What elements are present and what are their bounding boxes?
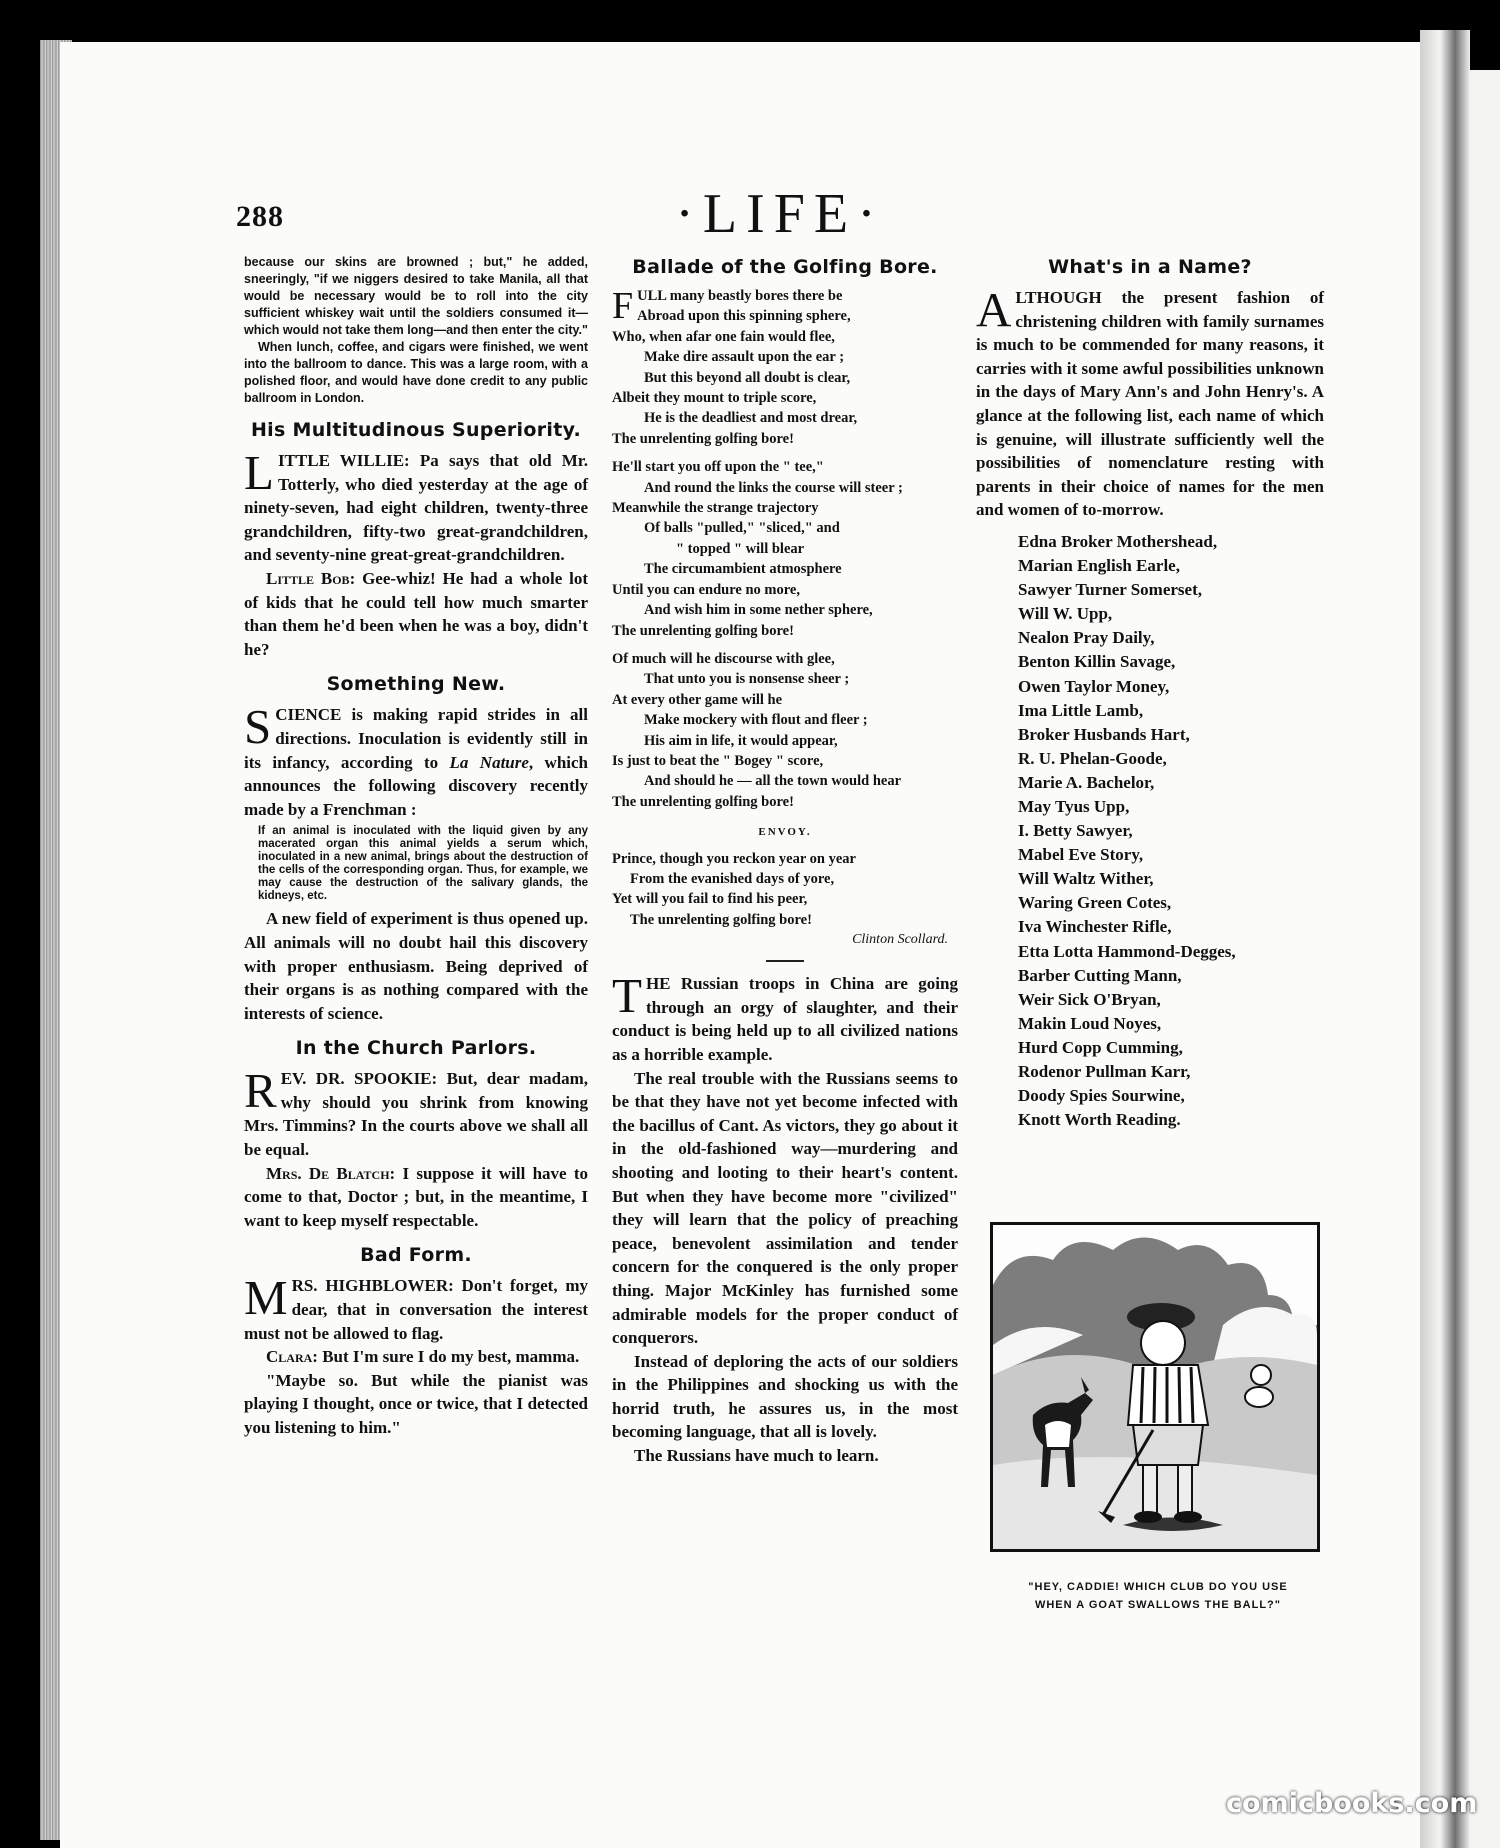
name-list-item: Ima Little Lamb,: [1018, 700, 1144, 720]
paragraph-text: CIENCE is making rapid strides in all directions. Inoculation is evidently still in its infancy, according to: [244, 705, 588, 772]
name-list-item: Iva Winchester Rifle,: [1018, 917, 1172, 937]
name-list-item: Makin Loud Noyes,: [1018, 1013, 1162, 1033]
poem-line: Who, when afar one fain would flee,: [612, 328, 835, 345]
poem-line: At every other game will he: [612, 691, 783, 708]
envoy-line: Yet will you fail to find his peer,: [612, 891, 808, 908]
envoy-line: Prince, though you reckon year on year: [612, 850, 856, 867]
paragraph-text: RS. HIGHBLOWER: Don't forget, my dear, that in conversation the interest must not be allowed to flag.: [244, 1276, 588, 1343]
name-list-item: Barber Cutting Mann,: [1018, 965, 1182, 985]
page-number: 288: [236, 200, 284, 233]
paragraph-text: ITTLE WILLIE: Pa says that old Mr. Totterly, who died yesterday at the age of ninety-seven, had eight children, twenty-three grandchildren, fifty-two great-grandchildren, and seventy-nine great-great-grandchildren.: [244, 451, 588, 565]
poem-line: And should he — all the town would hear: [644, 773, 902, 790]
poem-line: That unto you is nonsense sheer ;: [644, 671, 850, 688]
column-right: [976, 254, 1324, 1132]
name-list-item: Edna Broker Mothershead,: [1018, 531, 1218, 551]
poem-line: Make dire assault upon the ear ;: [644, 349, 845, 366]
speaker-name: Clara: [266, 1347, 313, 1367]
speaker-name: Mrs. De Blatch: [266, 1163, 390, 1183]
book-gutter: [1420, 30, 1470, 1848]
golf-cartoon-illustration: [990, 1222, 1320, 1552]
name-list-item: R. U. Phelan-Goode,: [1018, 748, 1167, 768]
poem-line: And wish him in some nether sphere,: [644, 602, 873, 619]
article-paragraph: "Maybe so. But while the pianist was playing I thought, once or twice, that I detected you listening to him.": [244, 1370, 588, 1437]
name-list-item: Marie A. Bachelor,: [1018, 772, 1155, 792]
poem-line: Until you can endure no more,: [612, 581, 800, 598]
name-list-item: I. Betty Sawyer,: [1018, 821, 1133, 841]
site-watermark: comicbooks.com: [1226, 1788, 1478, 1819]
poem-line: The unrelenting golfing bore!: [612, 430, 794, 447]
facing-page-edge: [1470, 70, 1500, 1848]
name-list-item: Etta Lotta Hammond-Degges,: [1018, 941, 1236, 961]
paragraph-text: , which announces the following discovery recently made by a Frenchman :: [244, 752, 588, 819]
article-paragraph: The real trouble with the Russians seems to be that they have not yet become infected with the bacillus of Cant. As victors, they go about it in the old-fashioned way—murdering and shooting and looting to their heart's content. But when they have become more "civilized" they will learn that the policy of preaching peace, benevolent assimilation and tender concern for the conquered is the only proper thing. Major McKinley has furnished some admirable models for the proper conduct of conquerors.: [612, 1068, 958, 1348]
name-list-item: Rodenor Pullman Karr,: [1018, 1062, 1191, 1081]
cartoon-caption: [990, 1578, 1326, 1614]
name-list-item: Sawyer Turner Somerset,: [1018, 580, 1203, 600]
article-paragraph: [612, 968, 958, 1066]
paragraph-text: LTHOUGH the present fashion of christening children with family surnames is much to be commended for many reasons, it carries with it some awful possibilities unknown in the days of Mary Ann's and John Henry's. A glance at the following list, each name of which is genuine, will illustrate sufficiently well the possibilities of nomenclature resting with parents in their choice of names for the men and women of to-morrow.: [976, 288, 1324, 520]
poem-line: Is just to beat the " Bogey " score,: [612, 752, 824, 769]
article-title: What's in a Name?: [1048, 256, 1252, 278]
poem-line: He is the deadliest and most drear,: [644, 410, 858, 427]
name-list-item: Hurd Copp Cumming,: [1018, 1037, 1183, 1057]
name-list-item: Broker Husbands Hart,: [1018, 724, 1190, 744]
name-list-item: Mabel Eve Story,: [1018, 845, 1144, 865]
paragraph-text: : Gee-whiz! He had a whole lot of kids that he could tell how much smarter than them he'd been when he was a boy, didn't he?: [244, 568, 589, 659]
poem-line: The unrelenting golfing bore!: [612, 793, 794, 810]
drop-cap: S: [244, 699, 272, 755]
caption-line: "HEY, CADDIE! WHICH CLUB DO YOU USE: [1028, 1581, 1288, 1593]
paragraph-text: : I suppose it will have to come to that, Doctor ; but, in the meantime, I want to keep myself respectable.: [244, 1163, 588, 1230]
name-list-item: Doody Spies Sourwine,: [1018, 1086, 1185, 1106]
section-divider: [766, 960, 804, 962]
name-list-item: Nealon Pray Daily,: [1018, 628, 1155, 648]
poem-line: Make mockery with flout and fleer ;: [644, 712, 868, 729]
block-quote: If an animal is inoculated with the liquid given by any macerated organ this animal yields a serum which, inoculated in a new animal, brings about the destruction of the cells of the corresponding organ. Thus, for example, we may cause the destruction of the salivary glands, the kidneys, etc.: [258, 825, 588, 903]
poem-author: Clinton Scollard.: [852, 932, 948, 948]
envoy-heading: ENVOY.: [758, 826, 812, 839]
name-list-item: Waring Green Cotes,: [1018, 893, 1172, 913]
poem-line: Abroad upon this spinning sphere,: [637, 308, 851, 325]
column-middle: [612, 254, 958, 1468]
drop-cap: R: [244, 1063, 277, 1119]
paragraph-text: : But I'm sure I do my best, mamma.: [312, 1347, 580, 1367]
continued-paragraph: When lunch, coffee, and cigars were finished, we went into the ballroom to dance. This was a large room, with a polished floor, and would have done credit to any public ballroom in London.: [244, 340, 588, 405]
poem-line: The unrelenting golfing bore!: [612, 622, 794, 639]
article-paragraph: [244, 1162, 588, 1233]
poem-line: He'll start you off upon the " tee,": [612, 459, 824, 476]
drop-cap: T: [612, 968, 642, 1024]
drop-cap: M: [244, 1270, 288, 1326]
name-list-item: Knott Worth Reading.: [1018, 1110, 1181, 1130]
name-list-item: Will Waltz Wither,: [1018, 869, 1154, 889]
cartoon-drawing: [993, 1225, 1317, 1549]
drop-cap: A: [976, 282, 1012, 337]
article-paragraph: Instead of deploring the acts of our soldiers in the Philippines and shocking us with the horrid truth, he assures us, in the most becoming language, that all is lovely.: [612, 1351, 958, 1442]
paragraph-text: HE Russian troops in China are going through an orgy of slaughter, and their conduct is being held up to all civilized nations as a horrible example.: [612, 974, 958, 1064]
masthead-title: ·LIFE·: [675, 183, 885, 245]
poem-line: Of much will he discourse with glee,: [612, 650, 835, 667]
article-paragraph: [244, 1063, 588, 1161]
poem-line-text: ULL many beastly bores there be: [637, 288, 843, 304]
poem-line: But this beyond all doubt is clear,: [644, 369, 851, 386]
poem-line: Albeit they mount to triple score,: [612, 390, 817, 407]
envoy-line: The unrelenting golfing bore!: [630, 911, 812, 928]
name-list-item: May Tyus Upp,: [1018, 796, 1130, 816]
name-list: [1018, 530, 1324, 1132]
name-list-item: Marian English Earle,: [1018, 556, 1180, 576]
poem-title: Ballade of the Golfing Bore.: [632, 256, 938, 278]
continued-paragraph: because our skins are browned ; but," he added, sneeringly, "if we niggers desired to take Manila, all that would be necessary would be to roll into the city sufficient whiskey wait until the soldiers consumed it—which would not take them long—and then enter the city.": [244, 255, 588, 337]
drop-cap: L: [244, 445, 274, 500]
envoy-line: From the evanished days of yore,: [630, 870, 835, 887]
speaker-name: Little Bob: [266, 568, 350, 588]
article-title: In the Church Parlors.: [295, 1037, 537, 1060]
publication-name: La Nature: [449, 752, 529, 772]
drop-cap: F: [612, 285, 634, 327]
name-list-item: Will W. Upp,: [1018, 604, 1113, 624]
poem-line: His aim in life, it would appear,: [644, 732, 838, 749]
poem-line: And round the links the course will steer ;: [644, 479, 903, 496]
name-list-item: Benton Killin Savage,: [1018, 652, 1176, 672]
name-list-item: Owen Taylor Money,: [1018, 676, 1170, 696]
article-title: Something New.: [326, 673, 506, 696]
poem-line: Of balls "pulled," "sliced," and: [644, 520, 840, 537]
paragraph-text: EV. DR. SPOOKIE: But, dear madam, why should you shrink from knowing Mrs. Timmins? In the courts above we shall all be equal.: [244, 1069, 588, 1160]
poem-line: " topped " will blear: [676, 540, 805, 557]
article-paragraph: [244, 1270, 588, 1345]
poem-line: Meanwhile the strange trajectory: [612, 500, 819, 517]
article-paragraph: A new field of experiment is thus opened up. All animals will no doubt hail this discovery with proper enthusiasm. Being deprived of their organs is as nothing compared with the interests of science.: [244, 909, 588, 1023]
name-list-item: Weir Sick O'Bryan,: [1018, 989, 1161, 1009]
caption-line: WHEN A GOAT SWALLOWS THE BALL?": [1034, 1599, 1281, 1611]
article-title: Bad Form.: [360, 1244, 472, 1267]
article-paragraph: [244, 445, 588, 567]
article-paragraph: [976, 282, 1324, 522]
article-paragraph: [244, 1345, 588, 1369]
poem-line: The circumambient atmosphere: [644, 561, 842, 578]
article-paragraph: [244, 567, 588, 661]
column-left: [244, 254, 588, 1440]
article-title: His Multitudinous Superiority.: [250, 419, 582, 441]
article-paragraph: [244, 699, 588, 821]
poem: [612, 286, 958, 930]
article-paragraph: The Russians have much to learn.: [634, 1446, 879, 1466]
